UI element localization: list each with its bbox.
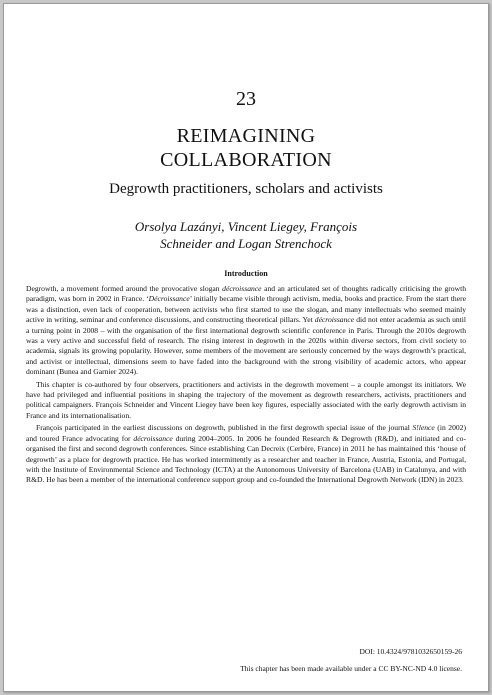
paragraph xyxy=(26,423,466,485)
text-run: François participated in the earliest discussions on degrowth, published in the first degrowth special issue of the journal xyxy=(36,423,413,433)
italic-term: Décroissance xyxy=(148,294,190,304)
text-run: Degrowth, a movement formed around the provocative slogan xyxy=(26,284,223,293)
text-run: during 2004–2005. In 2006 he founded Research & Degrowth (R&D), and initiated and co-organised the first and second degrowth conferences. Since establishing Can Decreix (Cerbère, France) in 2011 he has maintained this ‘house of degrowth’ as a place for degrowth practice. He has worked intermittently as a researcher and teacher in France, Austria, Estonia, and Portugal, with the Institute of Environmental Science and Technology (ICTA) at the Autonomous University of Barcelona (UAB) in Catalunya, and with R&D. He has been a member of the international conference support group and co-founded the International Degrowth Network (IDN) in 2023. xyxy=(26,433,466,485)
italic-term: décroissance xyxy=(222,284,262,293)
chapter-title-line: COLLABORATION xyxy=(160,149,332,171)
section-heading: Introduction xyxy=(224,269,268,278)
text-run: ’ initially became visible through activism, media, books and practice. From the start there was a distinction, even lack of cooperation, between activists who first started to use the slogan, and many intellectuals who seemed mainly active in writing, seminar and conference discussions, and constructing theoretical pillars. Yet xyxy=(26,294,466,325)
italic-term: S!lence xyxy=(412,423,435,433)
author-line: Orsolya Lazányi, Vincent Liegey, François xyxy=(134,219,358,234)
author-list xyxy=(4,218,488,252)
document-page xyxy=(3,3,489,692)
paragraph xyxy=(26,380,466,422)
chapter-number: 23 xyxy=(236,88,256,110)
italic-term: décroissance xyxy=(133,433,173,443)
doi-line: DOI: 10.4324/9781032650159-26 xyxy=(359,647,462,656)
chapter-title-line: REIMAGINING xyxy=(176,125,316,147)
text-run: This chapter is co-authored by four observers, practitioners and activists in the degrowth movement – a couple amongst its initiators. We have had privileged and influential positions in shaping the trajectory of the movement as degrowth researchers, activists, practitioners and political campaigners. François Schneider and Vincent Liegey have been key figures, especially associated with the early degrowth activism in France and its internationalisation. xyxy=(26,379,466,420)
text-run: and an articulated set of thoughts radically criticising the growth paradigm, was born in 2002 in France. ‘ xyxy=(26,284,466,304)
text-run: (in 2002) and toured France advocating for xyxy=(26,423,466,443)
italic-term: décroissance xyxy=(314,315,355,325)
author-line: Schneider and Logan Strenchock xyxy=(160,236,332,251)
text-run: did not enter academia as such until a turning point in 2008 – with the organisation of the first international degrowth scientific conference in Paris. Through the 2010s degrowth was a very active and successful field of research. The rising interest in degrowth in the 2020s within diverse sectors, from civil society to academia, signals its growing popularity. However, some members of the movement are seriously concerned by the ways degrowth’s practical, and activist or intellectual, dimensions seem to have faded into the background with the strong visibility of academic actors, who appear dominant (Bunea and Garnier 2024). xyxy=(26,315,466,377)
chapter-title xyxy=(4,124,488,172)
chapter-subtitle: Degrowth practitioners, scholars and activists xyxy=(109,181,383,197)
body-text xyxy=(26,284,466,488)
paragraph xyxy=(26,284,466,378)
license-note: This chapter has been made available under a CC BY-NC-ND 4.0 license. xyxy=(240,664,462,673)
